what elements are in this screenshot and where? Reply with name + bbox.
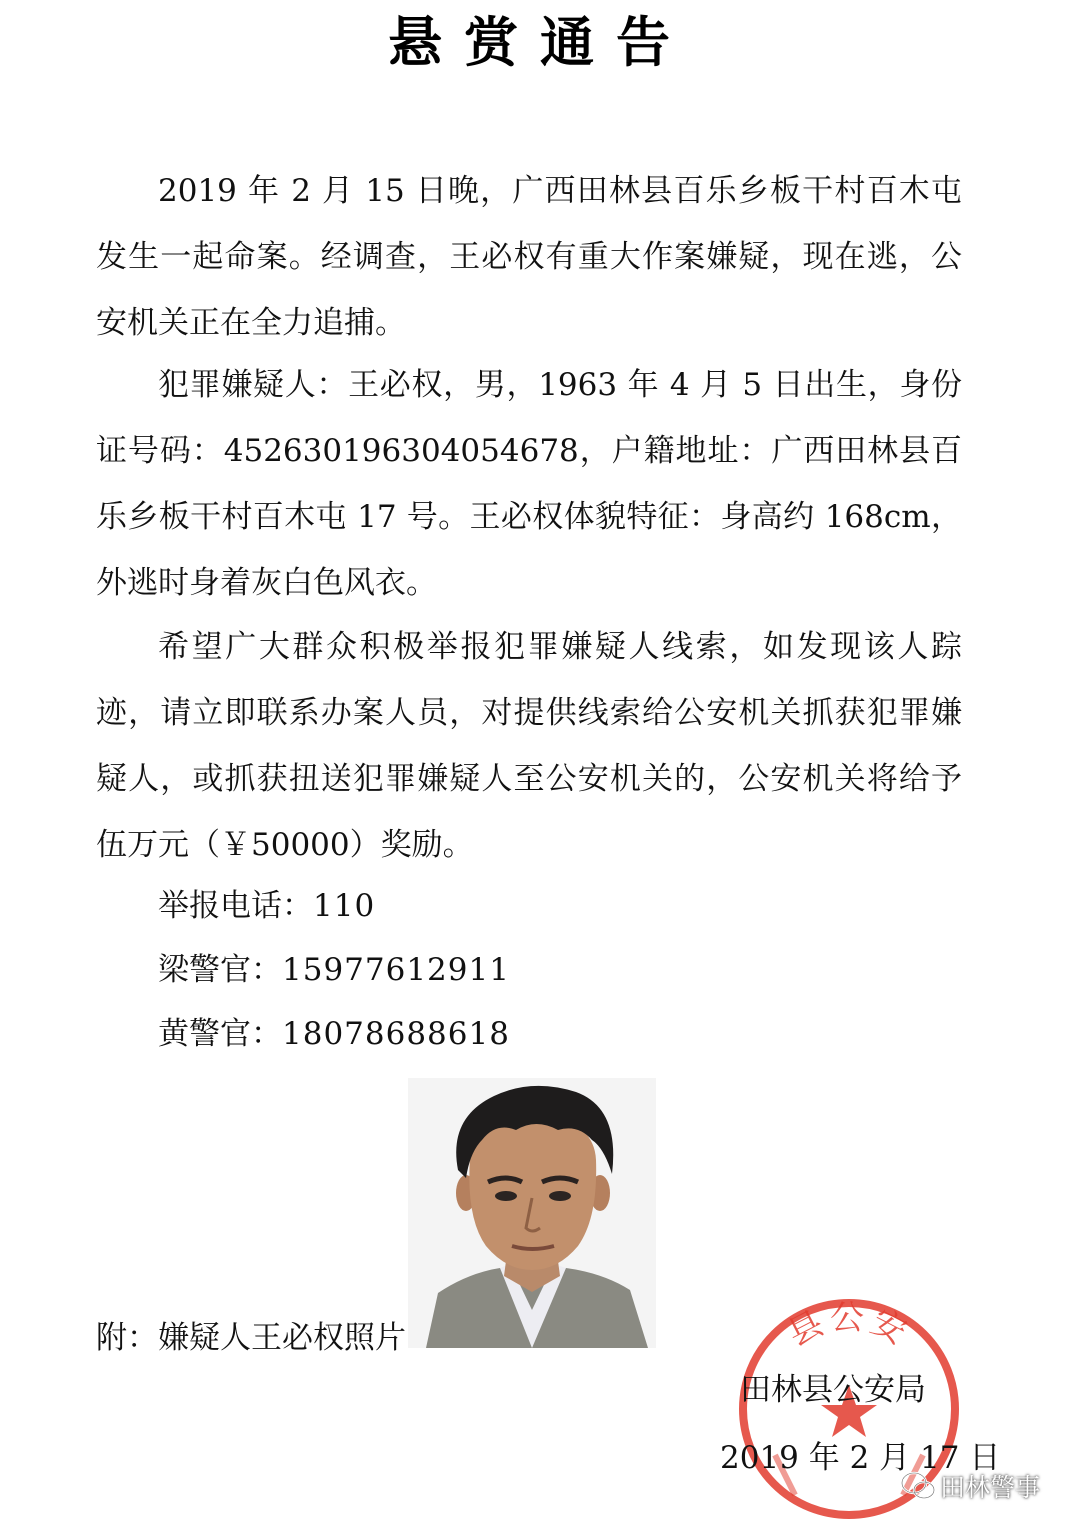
contact-label: 梁警官： <box>158 952 282 988</box>
contact-officer-huang <box>158 1014 510 1054</box>
attachment-label: 附：嫌疑人王必权照片 <box>96 1320 406 1356</box>
paragraph-suspect-details <box>96 352 962 616</box>
contact-officer-liang <box>158 950 510 990</box>
contact-number: 18078688618 <box>282 1016 510 1052</box>
wechat-icon <box>900 1471 936 1501</box>
paragraph-text: 希望广大群众积极举报犯罪嫌疑人线索，如发现该人踪迹，请立即联系办案人员，对提供线索给公安机关抓获犯罪嫌疑人，或抓获扭送犯罪嫌疑人至公安机关的，公安机关将给予伍万元（￥50000）奖励。 <box>96 629 962 863</box>
issuer-name: 田林县公安局 <box>740 1372 926 1408</box>
account-watermark <box>900 1466 1040 1506</box>
watermark-text: 田林警事 <box>940 1473 1041 1502</box>
paragraph-text: 2019 年 2 月 15 日晚，广西田林县百乐乡板干村百木屯发生一起命案。经调查，王必权有重大作案嫌疑，现在逃，公安机关正在全力追捕。 <box>96 173 962 341</box>
page-title: 悬赏通告 <box>388 11 692 74</box>
seal-text: 县公安 <box>781 1298 917 1355</box>
contact-label: 举报电话： <box>158 888 313 924</box>
contact-number: 110 <box>313 888 376 924</box>
paragraph-text: 犯罪嫌疑人：王必权，男，1963 年 4 月 5 日出生，身份证号码：452630196304054678，户籍地址：广西田林县百乐乡板干村百木屯 17 号。王必权体貌特征：身高约 168cm，外逃时身着灰白色风衣。 <box>96 367 962 601</box>
paragraph-reward <box>96 614 962 878</box>
contact-hotline <box>158 886 375 926</box>
contact-number: 15977612911 <box>282 952 510 988</box>
suspect-portrait-icon <box>408 1078 656 1348</box>
svg-text:县公安 <box>781 1298 916 1355</box>
suspect-photo <box>408 1078 656 1348</box>
paragraph-case-summary <box>96 158 962 356</box>
contact-label: 黄警官： <box>158 1016 282 1052</box>
issue-date: 2019 年 2 月 17 日 <box>720 1440 1001 1476</box>
